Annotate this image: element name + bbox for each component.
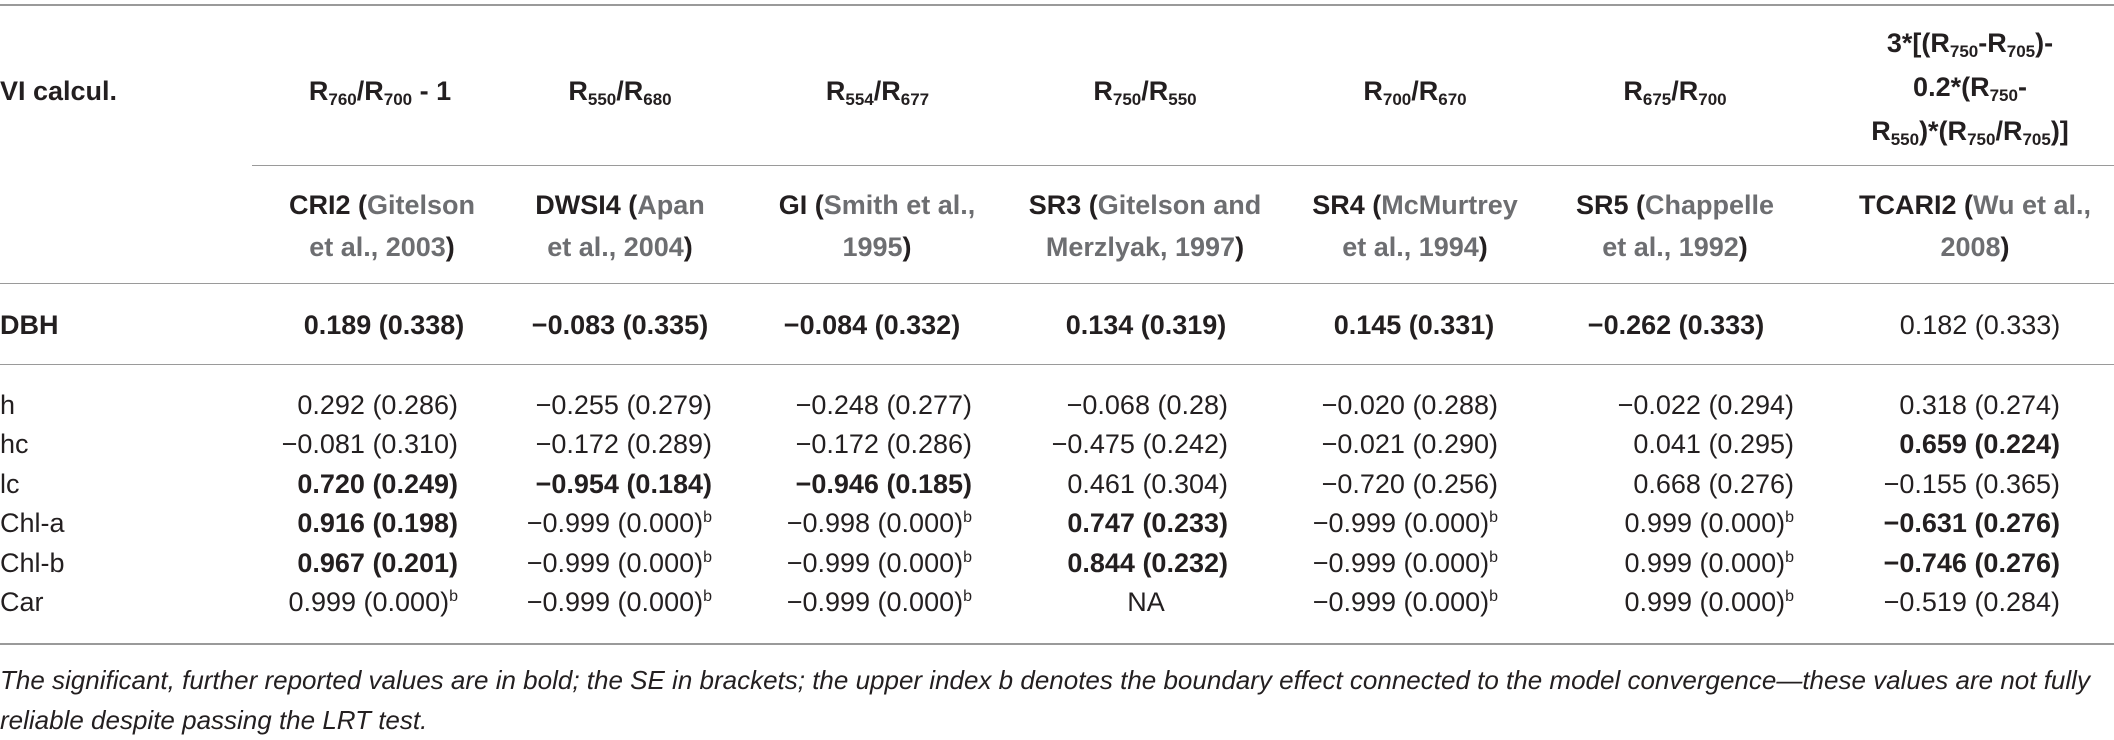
formula-header: $R_{760}/R_{700} - 1$	[308, 76, 452, 109]
table-cell	[1198, 503, 1498, 543]
cell-value: −0.999 (0.000)	[1312, 587, 1490, 617]
index-header-cri2: CRI2 (Gitelson et al., 2003)	[288, 190, 476, 262]
table-cell	[1086, 582, 1206, 622]
formula-header: $R_{750}/R_{550}$	[1093, 76, 1197, 109]
table-cell	[1494, 503, 1794, 543]
boundary-effect-marker: b	[1785, 509, 1794, 526]
index-header-tcari2: TCARI2 (Wu et al., 2008)	[1858, 190, 2092, 262]
boundary-effect-marker: b	[963, 509, 972, 526]
dbh-value-cell: −0.262 (0.333)	[1587, 310, 1765, 340]
formula-header: $R_{675}/R_{700}$	[1623, 76, 1727, 109]
tcari-formula-header: $3*[(R_{750}-R_{705})-$ $0.2*(R_{750}-$ $R_{550})*(R_{750}/R_{705})$]	[1871, 28, 2069, 149]
table-cell	[1494, 582, 1794, 622]
index-header-sr4: SR4 (McMurtrey et al., 1994)	[1312, 190, 1518, 262]
boundary-effect-marker: b	[1785, 588, 1794, 605]
table-cell	[412, 464, 712, 504]
cell-value: −0.021 (0.290)	[1321, 429, 1498, 459]
formula-header: $R_{550}/R_{680}$	[568, 76, 672, 109]
cell-value: 0.747 (0.233)	[1067, 508, 1228, 538]
dbh-value-cell: −0.084 (0.332)	[783, 310, 961, 340]
boundary-effect-marker: b	[703, 588, 712, 605]
cell-value: −0.248 (0.277)	[795, 390, 972, 420]
boundary-effect-marker: b	[963, 549, 972, 566]
table-cell	[672, 543, 972, 583]
table-cell	[672, 464, 972, 504]
cell-value: −0.946 (0.185)	[795, 469, 972, 499]
table-top-rule	[0, 4, 2114, 6]
cell-value: −0.519 (0.284)	[1883, 587, 2060, 617]
index-header-gi: GI (Smith et al., 1995)	[778, 190, 976, 262]
table-cell	[1198, 582, 1498, 622]
boundary-effect-marker: b	[1489, 509, 1498, 526]
table-cell	[1760, 503, 2060, 543]
cell-value: 0.967 (0.201)	[297, 548, 458, 578]
formula-header: $R_{554}/R_{677}$	[825, 76, 930, 109]
cell-value: −0.999 (0.000)	[786, 548, 964, 578]
index-header-sr3: SR3 (Gitelson and Merzlyak, 1997)	[1028, 190, 1262, 262]
row-label: h	[0, 390, 16, 420]
cell-value: 0.999 (0.000)	[1624, 548, 1786, 578]
footnote-line-2: reliable despite passing the LRT test.	[0, 705, 428, 735]
table-cell	[412, 543, 712, 583]
header-bottom-rule	[0, 283, 2114, 284]
row-label-dbh: DBH	[0, 310, 59, 340]
table-cell	[928, 385, 1228, 425]
dbh-value-cell: −0.083 (0.335)	[531, 310, 709, 340]
cell-value: 0.999 (0.000)	[288, 587, 450, 617]
table-cell	[1760, 424, 2060, 464]
cell-value: −0.954 (0.184)	[535, 469, 712, 499]
cell-value: −0.475 (0.242)	[1051, 429, 1228, 459]
footnote-line-1: The significant, further reported values are in bold; the SE in brackets; the upper index b denotes the boundary effect connected to the model convergence—these values are not fully	[0, 665, 2090, 695]
cell-value: −0.999 (0.000)	[786, 587, 964, 617]
table-cell	[1760, 582, 2060, 622]
cell-value: −0.172 (0.286)	[795, 429, 972, 459]
table-cell	[928, 424, 1228, 464]
cell-value: −0.999 (0.000)	[1312, 548, 1490, 578]
cell-value: −0.155 (0.365)	[1883, 469, 2060, 499]
boundary-effect-marker: b	[1489, 588, 1498, 605]
index-header-dwsi4: DWSI4 (Apan et al., 2004)	[535, 190, 705, 262]
cell-value: −0.999 (0.000)	[526, 548, 704, 578]
cell-value: 0.999 (0.000)	[1624, 587, 1786, 617]
dbh-value-cell: 0.145 (0.331)	[1333, 310, 1495, 340]
dbh-value-cell: 0.182 (0.333)	[1899, 310, 2061, 340]
table-cell	[1494, 543, 1794, 583]
table-cell	[412, 385, 712, 425]
boundary-effect-marker: b	[1785, 549, 1794, 566]
table-cell	[1760, 385, 2060, 425]
cell-value: −0.631 (0.276)	[1883, 508, 2060, 538]
boundary-effect-marker: b	[703, 549, 712, 566]
index-header-sr5: SR5 (Chappelle et al., 1992)	[1575, 190, 1775, 262]
cell-value: −0.020 (0.288)	[1321, 390, 1498, 420]
table-cell	[412, 424, 712, 464]
table-cell	[1198, 543, 1498, 583]
table-cell	[928, 464, 1228, 504]
cell-value: 0.318 (0.274)	[1899, 390, 2060, 420]
row-label-header: VI calcul.	[0, 76, 118, 106]
table-cell	[412, 503, 712, 543]
cell-value: −0.255 (0.279)	[535, 390, 712, 420]
table-cell	[672, 503, 972, 543]
table-cell	[672, 424, 972, 464]
cell-value: −0.081 (0.310)	[281, 429, 458, 459]
table-cell	[672, 582, 972, 622]
cell-value: 0.659 (0.224)	[1899, 429, 2060, 459]
row-label: lc	[0, 469, 20, 499]
table-cell	[928, 543, 1228, 583]
formula-header: $R_{700}/R_{670}$	[1363, 76, 1467, 109]
cell-value: 0.999 (0.000)	[1624, 508, 1786, 538]
cell-value: 0.916 (0.198)	[297, 508, 458, 538]
table-cell	[1198, 385, 1498, 425]
cell-value: −0.068 (0.28)	[1066, 390, 1228, 420]
table-cell	[1494, 424, 1794, 464]
boundary-effect-marker: b	[1489, 549, 1498, 566]
cell-value: −0.746 (0.276)	[1883, 548, 2060, 578]
cell-value: −0.022 (0.294)	[1617, 390, 1794, 420]
cell-value: 0.041 (0.295)	[1633, 429, 1794, 459]
table-cell	[1760, 464, 2060, 504]
table-cell	[928, 503, 1228, 543]
cell-value: 0.668 (0.276)	[1633, 469, 1794, 499]
table-cell	[1760, 543, 2060, 583]
table-cell	[1494, 464, 1794, 504]
cell-value: 0.292 (0.286)	[297, 390, 458, 420]
cell-value: 0.720 (0.249)	[297, 469, 458, 499]
table-footnote	[0, 660, 2114, 740]
table-cell	[672, 385, 972, 425]
table-cell	[1198, 464, 1498, 504]
table-cell	[1198, 424, 1498, 464]
boundary-effect-marker: b	[703, 509, 712, 526]
cell-value: 0.844 (0.232)	[1067, 548, 1228, 578]
row-label: Chl-b	[0, 548, 65, 578]
cell-value: −0.720 (0.256)	[1321, 469, 1498, 499]
header-mid-rule	[252, 165, 2114, 166]
boundary-effect-marker: b	[963, 588, 972, 605]
cell-value: −0.999 (0.000)	[526, 508, 704, 538]
cell-value: 0.461 (0.304)	[1067, 469, 1228, 499]
boundary-effect-marker: b	[449, 588, 458, 605]
cell-value: NA	[1127, 587, 1165, 617]
row-label: Car	[0, 587, 44, 617]
table-cell	[1494, 385, 1794, 425]
row-label: Chl-a	[0, 508, 65, 538]
table-cell	[412, 582, 712, 622]
dbh-value-cell: 0.134 (0.319)	[1065, 310, 1227, 340]
cell-value: −0.998 (0.000)	[786, 508, 964, 538]
cell-value: −0.172 (0.289)	[535, 429, 712, 459]
cell-value: −0.999 (0.000)	[526, 587, 704, 617]
dbh-bottom-rule	[0, 364, 2114, 365]
row-label: hc	[0, 429, 29, 459]
table-bottom-rule	[0, 643, 2114, 645]
cell-value: −0.999 (0.000)	[1312, 508, 1490, 538]
dbh-value-cell: 0.189 (0.338)	[303, 310, 465, 340]
